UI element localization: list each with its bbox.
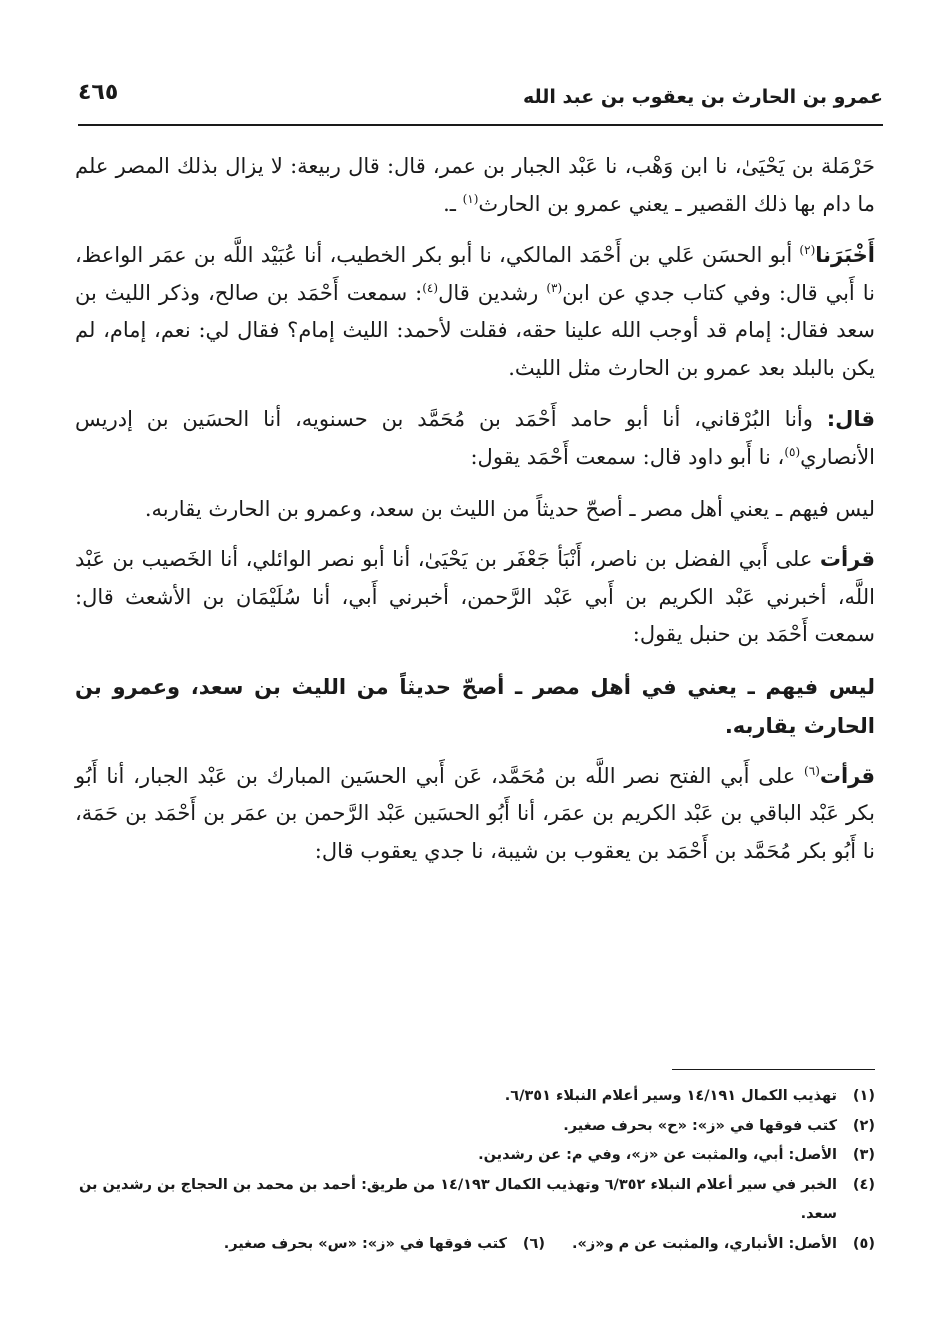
footnote-text: تهذيب الكمال ١٤/١٩١ وسير أعلام النبلاء ٦/٣٥١.: [504, 1088, 837, 1104]
footnote-rule: [672, 1069, 875, 1070]
paragraph-2-lead: أَخْبَرَنا: [815, 243, 875, 267]
running-title: عمرو بن الحارث بن يعقوب بن عبد الله: [522, 86, 883, 108]
footnote-number: (٣): [852, 1147, 875, 1163]
paragraph-2-text-2: رشدين قال: [438, 280, 547, 305]
quotation-2: ليس فيهم ـ يعني في أهل مصر ـ أصحّ حديثاً من الليث بن سعد، وعمرو بن الحارث يقاربه.: [75, 674, 875, 738]
footnote-text: الخبر في سير أعلام النبلاء ٦/٣٥٢ وتهذيب الكمال ١٤/١٩٣ من طريق: أحمد بن محمد بن الحجاج بن رشدين بن سعد.: [78, 1176, 837, 1222]
footnote-ref-1[interactable]: (١): [462, 191, 479, 206]
running-header: [78, 76, 883, 120]
footnote-ref-2[interactable]: (٢): [799, 243, 816, 257]
footnote-ref-5[interactable]: (٥): [784, 444, 801, 459]
paragraph-3-text-1: وأنا البُرْقاني، أنا أبو حامد أَحْمَد بن مُحَمَّد بن حسنويه، أنا الحسَين بن إدريس الأنصاري: [75, 407, 875, 469]
footnote-text: كتب فوقها في «ز»: «س» بحرف صغير.: [223, 1235, 507, 1252]
main-text: [75, 148, 875, 884]
footnote-text: كتب فوقها في «ز»: «ح» بحرف صغير.: [563, 1117, 837, 1134]
footnote-text: الأصل: أبي، والمثبت عن «ز»، وفي م: عن رشدين.: [478, 1147, 837, 1163]
footnote-4: [78, 1171, 875, 1230]
paragraph-3: [75, 401, 875, 476]
paragraph-2: [75, 237, 875, 387]
page-number: ٤٦٥: [78, 80, 119, 105]
footnote-text: الأصل: الأنباري، والمثبت عن م و«ز».: [571, 1235, 837, 1252]
paragraph-1-tail: ـ.: [443, 191, 463, 216]
paragraph-2-text-1: أبو الحسَن عَلي بن أَحْمَد المالكي، نا أبو بكر الخطيب، أنا عُبَيْد اللَّه بن عمَر الواعظ، نا أَبي قال: وفي كتاب جدي عن ابن: [75, 243, 875, 305]
footnote-row-5-6: [78, 1230, 875, 1260]
footnote-number: (٦): [522, 1235, 545, 1252]
footnote-2: [78, 1112, 875, 1142]
paragraph-3-lead: قال:: [826, 407, 875, 431]
footnote-6: [215, 1230, 545, 1260]
footnotes: [78, 1082, 875, 1259]
footnote-1: [78, 1082, 875, 1112]
paragraph-1: [75, 148, 875, 223]
footnote-number: (١): [852, 1088, 875, 1104]
paragraph-5: [75, 758, 875, 871]
footnote-ref-4[interactable]: (٤): [422, 280, 439, 295]
paragraph-2-text-3: : سمعت أَحْمَد بن صالح، وذكر الليث بن سعد فقال: إمام قد أوجب الله علينا حقه، فقلت لأحمد: الليث إمام؟ فقال لي: نعم، إمام، لم يكن بالبلد بعد عمرو بن الحارث مثل الليث.: [75, 280, 875, 380]
header-rule: [78, 124, 883, 126]
footnote-ref-6[interactable]: (٦): [804, 763, 820, 778]
paragraph-5-lead: قرأت: [819, 763, 875, 788]
footnote-number: (٥): [852, 1235, 875, 1252]
paragraph-3-text-2: ، نا أَبو داود قال: سمعت أَحْمَد يقول:: [470, 444, 785, 469]
footnote-number: (٤): [852, 1176, 875, 1193]
paragraph-4: [75, 541, 875, 654]
footnote-5: [545, 1230, 875, 1260]
paragraph-4-lead: قرأت: [819, 547, 875, 571]
footnote-number: (٢): [852, 1117, 875, 1134]
paragraph-1-text: حَرْمَلة بن يَحْيَىٰ، نا ابن وَهْب، نا عَبْد الجبار بن عمر، قال: قال ربيعة: لا يزال بذلك المصر علم ما دام بها ذلك القصير ـ يعني عمرو بن الحارث: [75, 154, 875, 216]
footnote-3: [78, 1141, 875, 1171]
paragraph-4-text: على أَبي الفضل بن ناصر، أَنْبَأ جَعْفَر بن يَحْيَىٰ، أنا أبو نصر الوائلي، أنا الخَصيب بن عَبْد اللَّه، أخبرني عَبْد الكريم بن أَبي عَبْد الرَّحمن، أخبرني أَبي، أنا سُلَيْمَان بن الأشعث قال: سمعت أَحْمَد بن حنبل يقول:: [75, 547, 875, 646]
quotation-1: ليس فيهم ـ يعني أهل مصر ـ أصحّ حديثاً من الليث بن سعد، وعمرو بن الحارث يقاربه.: [144, 497, 875, 521]
paragraph-5-text: على أَبي الفتح نصر اللَّه بن مُحَمَّد، عَن أَبي الحسَين المبارك بن عَبْد الجبار، أنا أَبُو بكر عَبْد الباقي بن عَبْد الكريم بن عمَر، أنا أَبُو الحسَين عَبْد الرَّحمن بن عمَر بن أَحْمَد بن حَمَة، نا أَبُو بكر مُحَمَّد بن أَحْمَد بن يعقوب بن شيبة، نا جدي يعقوب قال:: [75, 763, 875, 863]
footnote-ref-3[interactable]: (٣): [546, 280, 563, 295]
